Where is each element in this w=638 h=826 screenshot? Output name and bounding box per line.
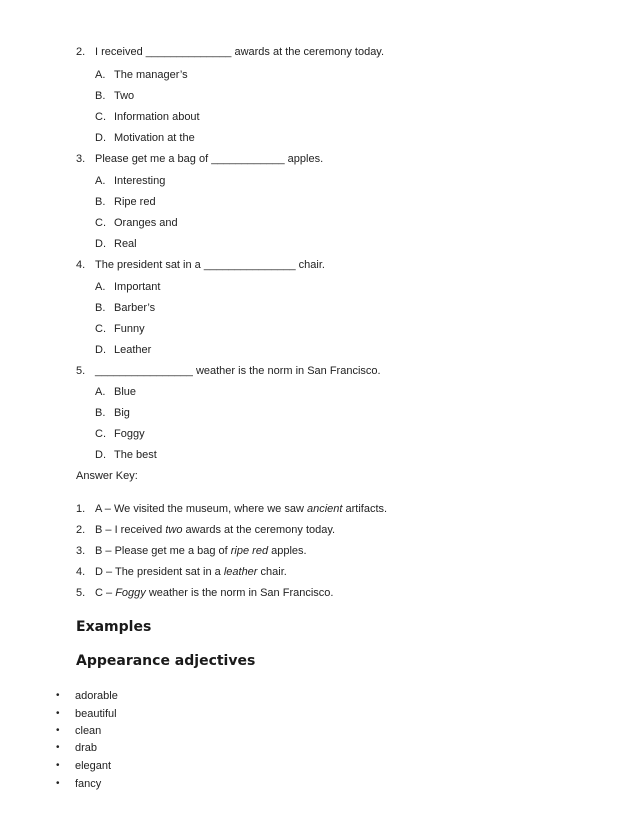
examples-heading: Examples — [76, 619, 152, 635]
answer-number: 3. — [76, 545, 86, 557]
answer-text: B – I received two awards at the ceremony today. — [95, 524, 336, 536]
option-text: Leather — [114, 344, 152, 356]
answer-text: B – Please get me a bag of ripe red apples. — [95, 545, 307, 557]
bullet-icon: • — [56, 725, 60, 736]
option-letter: A. — [95, 175, 106, 187]
answer-text: A – We visited the museum, where we saw ancient artifacts. — [95, 503, 388, 515]
appearance-adjectives-heading: Appearance adjectives — [76, 653, 256, 669]
option-text: Barber’s — [114, 302, 156, 314]
answer-number: 1. — [76, 503, 86, 515]
list-item-text: beautiful — [75, 708, 117, 720]
option-text: Funny — [114, 323, 145, 335]
option-letter: D. — [95, 344, 106, 356]
option-text: Important — [114, 281, 161, 293]
option-letter: B. — [95, 196, 106, 208]
option-letter: B. — [95, 90, 106, 102]
question-number: 2. — [76, 46, 86, 58]
option-letter: A. — [95, 281, 106, 293]
answer-text: D – The president sat in a leather chair. — [95, 566, 287, 578]
question-text: The president sat in a _______________ chair. — [95, 259, 325, 271]
list-item-text: fancy — [75, 778, 102, 790]
option-letter: C. — [95, 111, 106, 123]
question-text: I received ______________ awards at the ceremony today. — [95, 46, 385, 58]
bullet-icon: • — [56, 690, 60, 701]
question-number: 5. — [76, 365, 86, 377]
option-text: The manager’s — [114, 69, 188, 81]
list-item-text: adorable — [75, 690, 118, 702]
option-letter: B. — [95, 302, 106, 314]
option-letter: A. — [95, 386, 106, 398]
list-item-text: drab — [75, 742, 98, 754]
answer-text: C – Foggy weather is the norm in San Francisco. — [95, 587, 334, 599]
option-text: Foggy — [114, 428, 145, 440]
option-letter: C. — [95, 217, 106, 229]
option-letter: D. — [95, 238, 106, 250]
option-text: Motivation at the — [114, 132, 195, 144]
option-text: Ripe red — [114, 196, 156, 208]
question-number: 3. — [76, 153, 86, 165]
option-letter: D. — [95, 449, 106, 461]
option-letter: D. — [95, 132, 106, 144]
option-text: Two — [114, 90, 135, 102]
option-text: Real — [114, 238, 137, 250]
option-text: The best — [114, 449, 157, 461]
option-letter: C. — [95, 323, 106, 335]
bullet-icon: • — [56, 742, 60, 753]
question-number: 4. — [76, 259, 86, 271]
question-text: Please get me a bag of ____________ apples. — [95, 153, 324, 165]
bullet-icon: • — [56, 778, 60, 789]
answer-key-label: Answer Key: — [76, 470, 138, 482]
option-letter: B. — [95, 407, 106, 419]
option-text: Interesting — [114, 175, 166, 187]
option-text: Blue — [114, 386, 137, 398]
list-item-text: clean — [75, 725, 102, 737]
answer-number: 5. — [76, 587, 86, 599]
option-text: Information about — [114, 111, 200, 123]
option-text: Oranges and — [114, 217, 178, 229]
bullet-icon: • — [56, 760, 60, 771]
option-letter: A. — [95, 69, 106, 81]
answer-number: 2. — [76, 524, 86, 536]
option-text: Big — [114, 407, 130, 419]
bullet-icon: • — [56, 708, 60, 719]
list-item-text: elegant — [75, 760, 112, 772]
question-text: ________________ weather is the norm in San Francisco. — [95, 365, 381, 377]
answer-number: 4. — [76, 566, 86, 578]
option-letter: C. — [95, 428, 106, 440]
